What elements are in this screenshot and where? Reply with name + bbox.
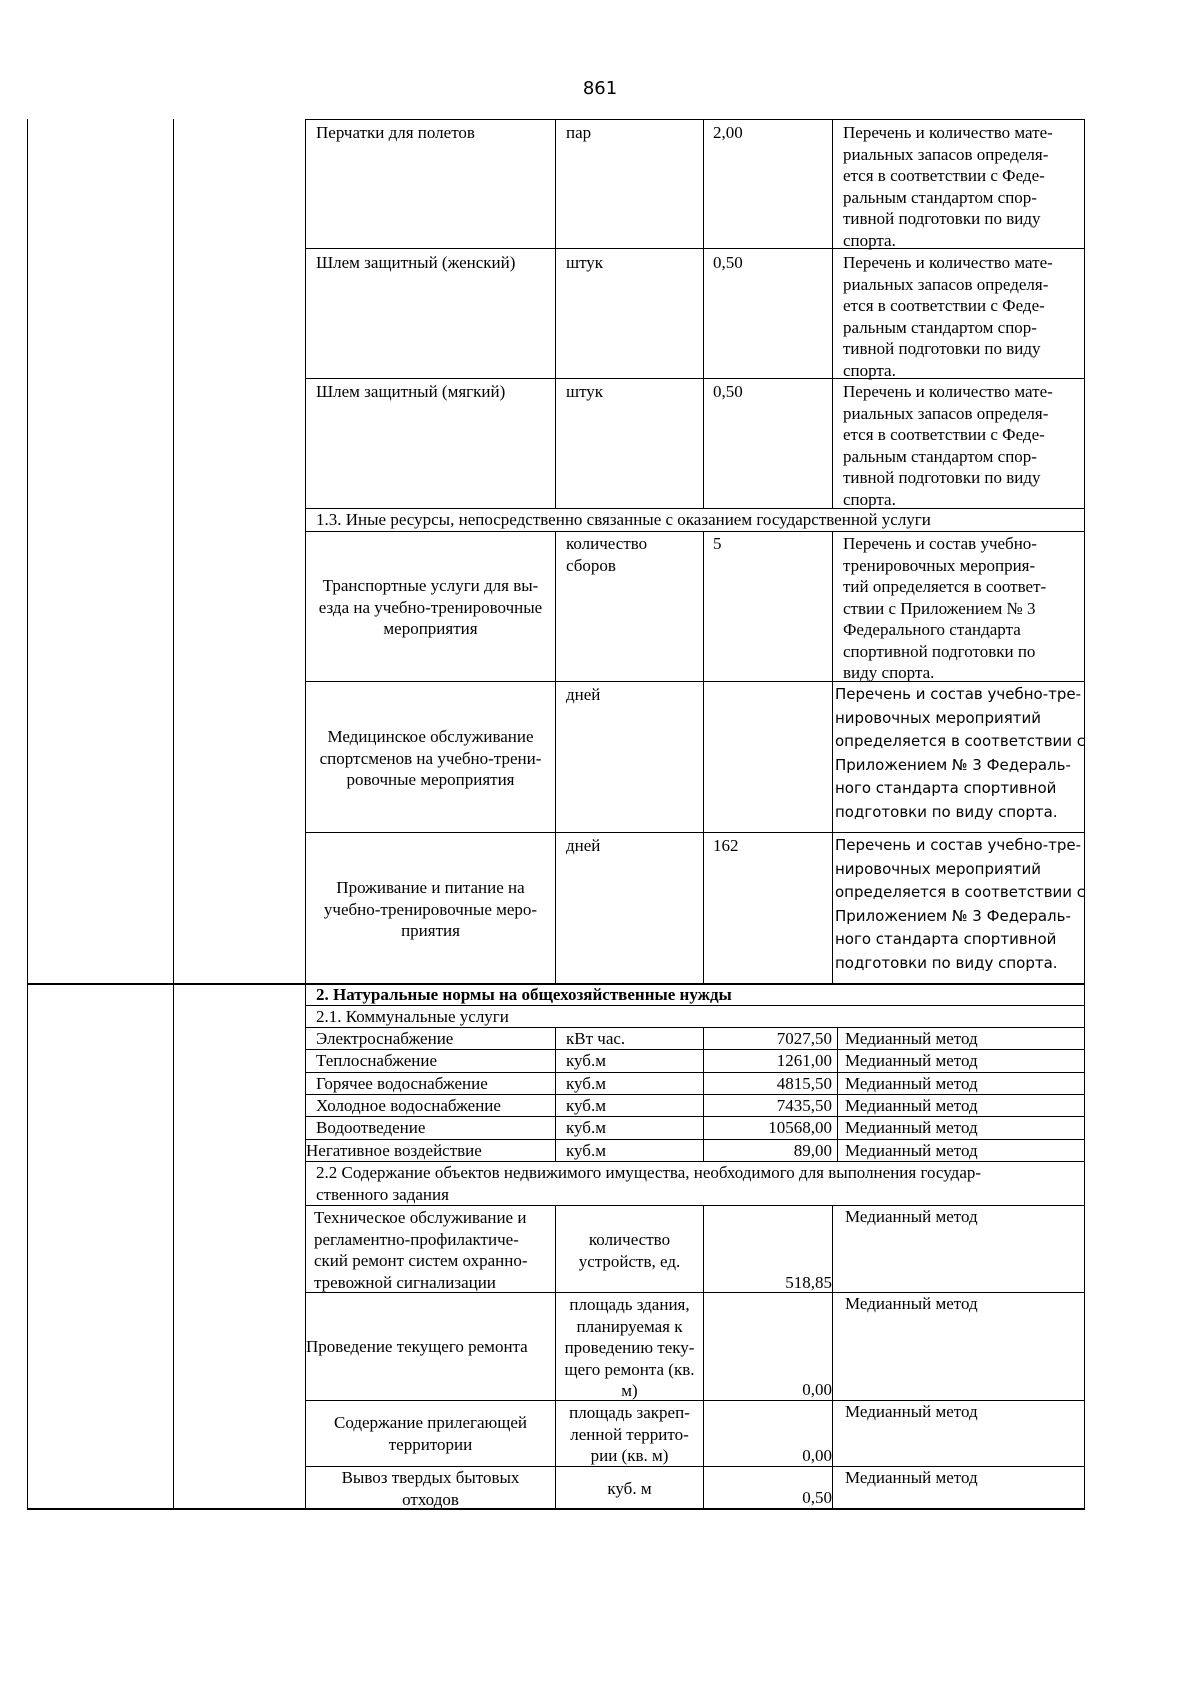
item-value: 10568,00: [768, 1118, 832, 1137]
item-name: Холодное водоснабжение: [316, 1096, 501, 1115]
item-name: Шлем защитный (мягкий): [316, 382, 506, 401]
item-name: Горячее водоснабжение: [316, 1074, 488, 1093]
item-unit: куб.м: [566, 1096, 606, 1115]
item-unit: куб. м: [607, 1479, 652, 1498]
item-value: 1261,00: [776, 1051, 832, 1070]
item-name: Проведение текущего ремонта: [306, 1337, 528, 1356]
item-name: Проживание и питание на учебно-тренировочные меро- приятия: [323, 878, 538, 940]
item-name: Транспортные услуги для вы- езда на учебно-тренировочные мероприятия: [318, 576, 543, 638]
section-heading: 2.2 Содержание объектов недвижимого имущества, необходимого для выполнения государ- ственного задания: [316, 1163, 982, 1204]
item-note: Перечень и количество мате- риальных запасов определя- ется в соответствии с Феде- ральным стандартом спор- тивной подготовки по виду спорта.: [843, 123, 1053, 250]
item-value: 89,00: [793, 1141, 832, 1160]
item-note: Перечень и состав учебно-тре- нировочных мероприятий определяется в соответствии с Приложением № 3 Федераль- ного стандарта спортивной подготовки по виду спорта.: [835, 836, 1086, 972]
item-unit: дней: [566, 836, 601, 855]
item-method: Медианный метод: [845, 1468, 978, 1487]
item-value: 5: [713, 534, 722, 553]
item-unit: штук: [566, 253, 604, 272]
item-method: Медианный метод: [845, 1118, 978, 1137]
item-value: 0,00: [802, 1446, 832, 1465]
item-name: Перчатки для полетов: [316, 123, 475, 142]
item-unit: количество устройств, ед.: [578, 1230, 681, 1271]
item-name: Водоотведение: [316, 1118, 426, 1137]
item-unit: куб.м: [566, 1141, 606, 1160]
item-method: Медианный метод: [845, 1096, 978, 1115]
item-unit: кВт час.: [566, 1029, 626, 1048]
item-unit: куб.м: [566, 1051, 606, 1070]
item-method: Медианный метод: [845, 1051, 978, 1070]
item-note: Перечень и состав учебно-тре- нировочных мероприятий определяется в соответствии с Приложением № 3 Федераль- ного стандарта спортивной подготовки по виду спорта.: [835, 685, 1086, 821]
item-value: 4815,50: [776, 1074, 832, 1093]
item-name: Теплоснабжение: [316, 1051, 438, 1070]
item-value: 0,50: [713, 382, 743, 401]
item-unit: пар: [566, 123, 592, 142]
item-unit: количество сборов: [566, 534, 648, 575]
item-value: 7027,50: [776, 1029, 832, 1048]
item-value: 0,50: [802, 1488, 832, 1507]
item-unit: дней: [566, 685, 601, 704]
item-name: Медицинское обслуживание спортсменов на учебно-трени- ровочные мероприятия: [319, 727, 542, 789]
item-method: Медианный метод: [845, 1402, 978, 1421]
item-method: Медианный метод: [845, 1141, 978, 1160]
item-unit: штук: [566, 382, 604, 401]
section-heading: 2. Натуральные нормы на общехозяйственные нужды: [316, 985, 732, 1004]
section-heading: 2.1. Коммунальные услуги: [316, 1007, 509, 1026]
item-name: Содержание прилегающей территории: [333, 1413, 527, 1454]
item-name: Вывоз твердых бытовых отходов: [341, 1468, 520, 1509]
item-method: Медианный метод: [845, 1029, 978, 1048]
item-value: 162: [713, 836, 739, 855]
item-unit: куб.м: [566, 1118, 606, 1137]
item-value: 0,00: [802, 1380, 832, 1399]
page-number: 861: [582, 78, 618, 99]
item-method: Медианный метод: [845, 1294, 978, 1313]
section-heading: 1.3. Иные ресурсы, непосредственно связанные с оказанием государственной услуги: [316, 510, 931, 529]
item-name: Негативное воздействие: [306, 1141, 482, 1160]
item-note: Перечень и количество мате- риальных запасов определя- ется в соответствии с Феде- ральным стандартом спор- тивной подготовки по виду спорта.: [843, 382, 1053, 509]
item-note: Перечень и состав учебно- тренировочных мероприя- тий определяется в соответ- ствии с Приложением № 3 Федерального стандарта спортивной подготовки по виду спорта.: [843, 534, 1047, 682]
item-unit: куб.м: [566, 1074, 606, 1093]
item-name: Электроснабжение: [316, 1029, 454, 1048]
item-value: 2,00: [713, 123, 743, 142]
item-value: 518,85: [785, 1273, 832, 1292]
item-value: 0,50: [713, 253, 743, 272]
item-name: Шлем защитный (женский): [316, 253, 516, 272]
item-method: Медианный метод: [845, 1207, 978, 1226]
item-unit: площадь здания, планируемая к проведению теку- щего ремонта (кв. м): [564, 1295, 695, 1400]
item-method: Медианный метод: [845, 1074, 978, 1093]
item-value: 7435,50: [776, 1096, 832, 1115]
item-name: Техническое обслуживание и регламентно-профилактиче- ский ремонт систем охранно- тревожной сигнализации: [314, 1208, 528, 1292]
item-note: Перечень и количество мате- риальных запасов определя- ется в соответствии с Феде- ральным стандартом спор- тивной подготовки по виду спорта.: [843, 253, 1053, 380]
item-unit: площадь закреп- ленной террито- рии (кв. м): [569, 1403, 690, 1465]
